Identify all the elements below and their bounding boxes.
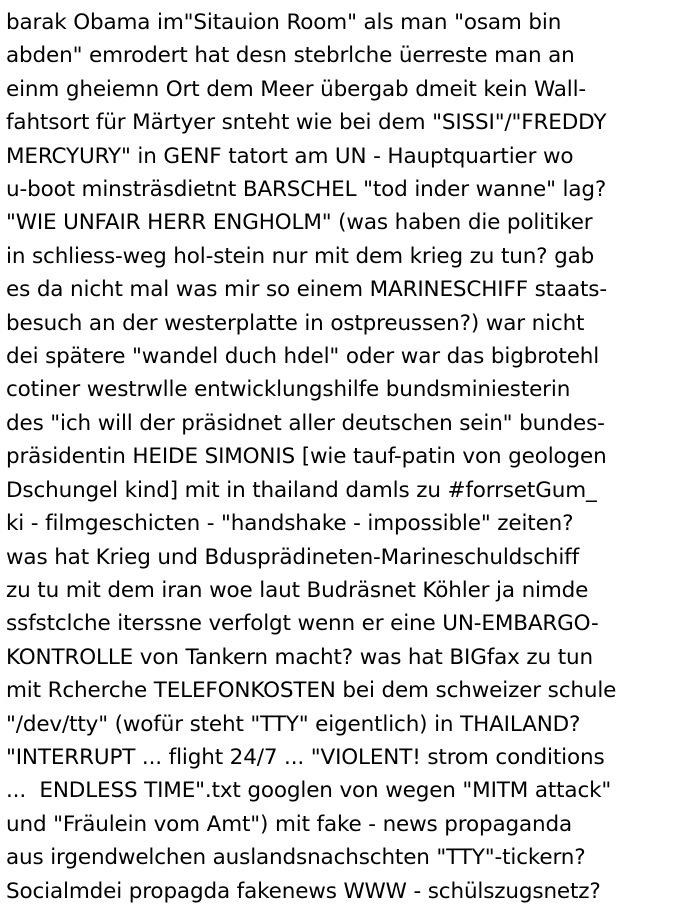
text-line: "WIE UNFAIR HERR ENGHOLM" (was haben die politiker [6,210,593,236]
text-line: dei spätere "wandel duch hdel" oder war das bigbrotehl [6,344,600,370]
text-line: barak Obama im"Sitauion Room" als man "osam bin [6,10,562,35]
text-line: MERCYURY" in GENF tatort am UN - Hauptquartier wo [6,143,574,169]
text-line: Dschungel kind] mit in thailand damls zu #forrsetGum_ [6,477,597,503]
text-line: präsidentin HEIDE SIMONIS [wie tauf-patin von geologen [6,444,607,470]
text-line: u-boot minsträsdietnt BARSCHEL "tod inder wanne" lag? [6,177,607,203]
text-line: mit Rcherche TELEFONKOSTEN bei dem schweizer schule [6,678,617,704]
text-line: fahtsort für Märtyer snteht wie bei dem "SISSI"/"FREDDY [6,110,607,136]
text-line: "INTERRUPT ... flight 24/7 ... "VIOLENT! strom conditions [6,744,605,770]
text-line: besuch an der westerplatte in ostpreussen?) war nicht [6,310,585,336]
text-line: KONTROLLE von Tankern macht? was hat BIGfax zu tun [6,644,593,670]
text-line: einm gheiemn Ort dem Meer übergab dmeit kein Wall- [6,76,587,102]
text-line: es da nicht mal was mir so einem MARINESCHIFF staats- [6,277,607,303]
text-line: "/dev/tty" (wofür steht "TTY" eigentlich) in THAILAND? [6,711,581,737]
text-line: und "Fräulein vom Amt") mit fake - news propaganda [6,811,573,837]
text-line: des "ich will der präsidnet aller deutschen sein" bundes- [6,410,605,436]
text-line: Socialmdei propagda fakenews WWW - schülszugsnetz? [6,878,601,904]
text-line: zu tu mit dem iran woe laut Budräsnet Köhler ja nimde [6,577,589,603]
text-line: aus irgendwelchen auslandsnachschten "TTY"-tickern? [6,845,586,871]
text-line: ki - filmgeschicten - "handshake - impossible" zeiten? [6,511,574,537]
text-line: ... ENDLESS TIME".txt googlen von wegen "MITM attack" [6,778,612,804]
text-line: ssfstclche iterssne verfolgt wenn er eine UN-EMBARGO- [6,611,599,637]
text-line: in schliess-weg hol-stein nur mit dem krieg zu tun? gab [6,243,595,269]
text-line: cotiner westrwlle entwicklungshilfe bundsminiesterin [6,377,571,403]
text-line: abden" emrodert hat desn stebrlche üerreste man an [6,43,575,69]
text-line: was hat Krieg und Bdusprädineten-Marineschuldschiff [6,544,580,570]
